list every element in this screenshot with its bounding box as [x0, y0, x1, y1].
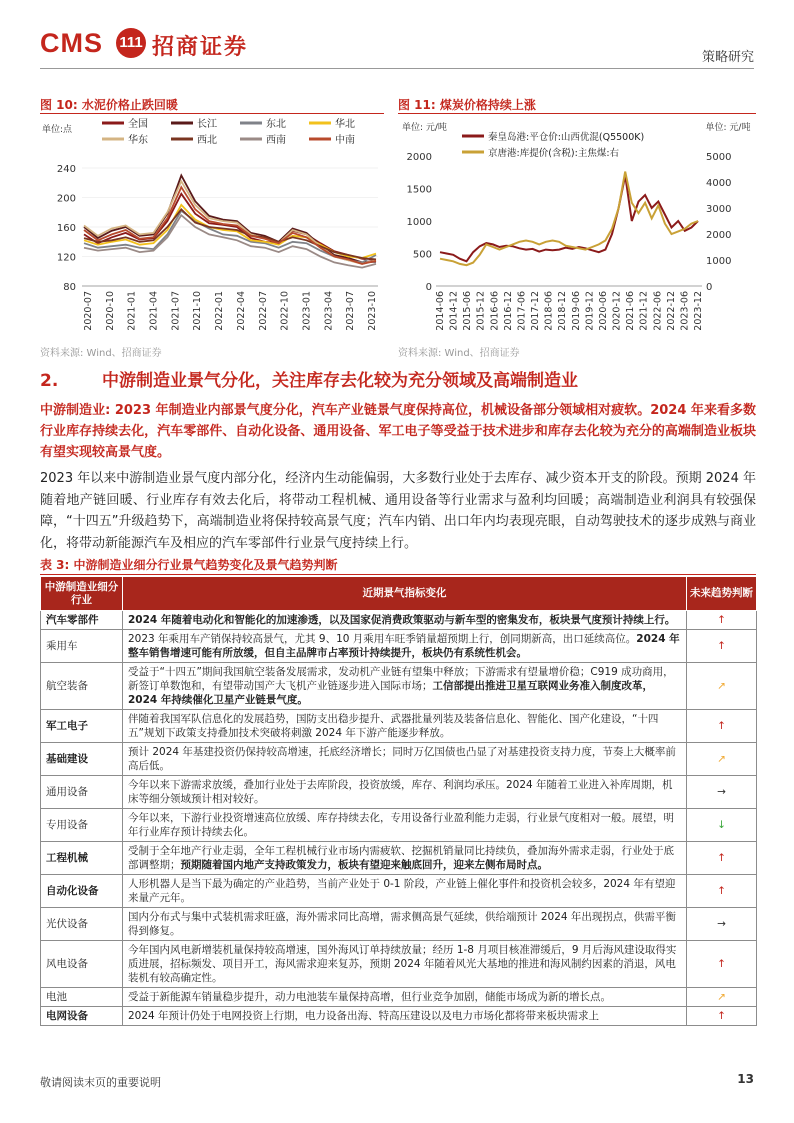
fig10-legend-label: 华东 — [128, 135, 148, 146]
indicator-change-cell — [123, 743, 687, 776]
indicator-change-cell — [123, 842, 687, 875]
fig10-y-tick: 160 — [56, 223, 76, 234]
indicator-text: 今年以来，下游行业投资增速高位放缓、库存持续去化，专用设备行业盈利能力走弱，行业景气度相对一般。展望，明年行业库存预计持续去化。 — [128, 812, 674, 838]
document-type: 策略研究 — [701, 50, 754, 65]
industry-name: 汽车零部件 — [41, 611, 123, 630]
logo-chinese-name: 招商证券 — [152, 35, 249, 60]
trend-arrow-icon: ↑ — [687, 630, 757, 663]
industry-name: 军工电子 — [41, 710, 123, 743]
fig10-legend-label: 长江 — [197, 119, 217, 130]
indicator-change-cell — [123, 809, 687, 842]
fig10-legend-label: 东北 — [266, 119, 286, 130]
fig11-right-y-tick: 1000 — [706, 256, 732, 267]
fig11-x-tick: 2021-12 — [638, 291, 650, 331]
table-header-row — [41, 577, 757, 611]
indicator-text: 伴随着我国军队信息化的发展趋势，国防支出稳步提升、武器批量列装及装备信息化、智能化、国产化建设，“十四五”规划下政策支持叠加技术突破将刺激 2024 年下游产能逐步释放。 — [128, 713, 659, 739]
industry-name: 专用设备 — [41, 809, 123, 842]
table-header-trend: 未来趋势判断 — [687, 577, 757, 611]
table-row — [41, 875, 757, 908]
fig10-x-tick: 2020-07 — [83, 291, 94, 331]
fig11-x-tick: 2019-12 — [584, 291, 596, 331]
trend-arrow-icon: → — [687, 776, 757, 809]
industry-name: 工程机械 — [41, 842, 123, 875]
fig10-legend-label: 全国 — [128, 119, 148, 130]
page-number: 13 — [737, 1072, 754, 1086]
fig11-series-line — [440, 176, 698, 262]
fig11-right-y-tick: 2000 — [706, 230, 732, 241]
fig11-x-tick: 2017-12 — [530, 291, 542, 331]
industry-name: 通用设备 — [41, 776, 123, 809]
section-heading — [40, 366, 578, 391]
indicator-text: 预计 2024 年基建投资仍保持较高增速，托底经济增长；同时万亿国债也凸显了对基建投资支持力度，节奏上大概率前高后低。 — [128, 746, 676, 772]
fig10-y-tick: 200 — [56, 193, 76, 205]
fig11-right-y-tick: 3000 — [706, 204, 732, 215]
fig11-right-unit: 单位: 元/吨 — [705, 123, 751, 133]
body-paragraph: 2023 年以来中游制造业景气度内部分化，经济内生动能偏弱，大多数行业处于去库存、减少资本开支的阶段。预期 2024 年随着地产链回暖、行业库存有效去化后，将带动工程机械、通用设备等行业需求与盈利均回暖；高端制造业利润具有较强保障，“十四五”升级趋势下，高端制造业将保持较高景气度；汽车内销、出口年内均表现亮眼，自动驾驶技术的逐步成熟与商业化，将带动新能源汽车及相应的汽车零部件行业景气度持续上行。 — [40, 471, 756, 551]
fig10-x-tick: 2021-07 — [170, 291, 182, 331]
fig11-left-y-tick: 500 — [412, 249, 432, 261]
fig11-coal-price-chart — [398, 114, 756, 344]
table-header-industry: 中游制造业细分行业 — [41, 577, 123, 611]
indicator-text: 人形机器人是当下最为确定的产业趋势，当前产业处于 0-1 阶段，产业链上催化事件和投资机会较多，2024 年有望迎来量产元年。 — [128, 878, 676, 904]
fig10-y-tick: 240 — [56, 164, 76, 175]
table-row — [41, 663, 757, 710]
fig10-x-tick: 2020-10 — [104, 291, 116, 331]
table-row — [41, 988, 757, 1007]
indicator-text: 受益于“十四五”期间我国航空装备发展需求，发动机产业链有望集中释放；下游需求有望量增价稳；C919 成功商用，新签订单数饱和，有望带动国产大飞机产业链逐步进入国际市场； — [128, 666, 674, 692]
indicator-highlight: 工信部提出推进卫星互联网业务准入制度改革，2024 年持续催化卫星产业链景气度。 — [128, 680, 653, 706]
indicator-highlight: 2024 年随着电动化和智能化的加速渗透，以及国家促消费政策驱动与新车型的密集发布，板块景气度预计持续上行。 — [128, 614, 676, 626]
fig11-legend-label: 京唐港:库提价(含税):主焦煤:右 — [488, 148, 620, 159]
industry-name: 电网设备 — [41, 1007, 123, 1026]
trend-arrow-icon: ↗ — [687, 743, 757, 776]
fig10-x-tick: 2022-07 — [257, 291, 269, 331]
fig10-x-tick: 2023-04 — [323, 291, 335, 331]
fig11-x-tick: 2020-12 — [611, 291, 623, 331]
logo-cms-text: CMS — [40, 28, 103, 58]
fig10-x-tick: 2022-01 — [214, 291, 226, 331]
fig10-x-tick: 2022-04 — [235, 291, 247, 331]
fig11-x-tick: 2021-06 — [625, 291, 637, 331]
indicator-change-cell — [123, 630, 687, 663]
trend-arrow-icon: ↑ — [687, 1007, 757, 1026]
indicator-change-cell — [123, 710, 687, 743]
fig10-x-tick: 2021-10 — [192, 291, 204, 331]
trend-arrow-icon: ↓ — [687, 809, 757, 842]
table-row — [41, 1007, 757, 1026]
fig11-x-tick: 2020-06 — [597, 291, 609, 331]
fig10-x-tick: 2021-04 — [148, 291, 160, 331]
indicator-text: 2024 年预计仍处于电网投资上行期，电力设备出海、特高压建设以及电力市场化都将带来板块需求上 — [128, 1010, 600, 1022]
fig11-x-tick: 2022-06 — [652, 291, 664, 331]
fig11-series-line — [440, 172, 698, 266]
fig11-x-tick: 2015-12 — [475, 291, 487, 331]
indicator-change-cell — [123, 941, 687, 988]
fig11-x-tick: 2018-12 — [557, 291, 569, 331]
fig11-x-tick: 2015-06 — [462, 291, 474, 331]
indicator-text: 今年国内风电新增装机量保持较高增速，国外海风订单持续放量；经历 1-8 月项目核准滞缓后，9 月后海风建设取得实质进展，招标频发、项目开工，海风需求迎来复苏，预期 2024 年随着风光大基地的推进和海风制约因素的消退，风电装机有较高确定性。 — [128, 944, 677, 984]
table-row — [41, 809, 757, 842]
fig11-x-tick: 2016-12 — [502, 291, 514, 331]
fig11-x-tick: 2019-06 — [570, 291, 582, 331]
industry-trend-table — [40, 576, 757, 1026]
fig10-legend-label: 西北 — [197, 135, 217, 146]
fig10-cement-price-chart — [40, 114, 384, 344]
fig11-legend-label: 秦皇岛港:平仓价:山西优混(Q5500K) — [488, 132, 645, 143]
indicator-change-cell — [123, 776, 687, 809]
industry-name: 电池 — [41, 988, 123, 1007]
fig11-x-tick: 2023-12 — [693, 291, 704, 331]
table-row — [41, 776, 757, 809]
indicator-text: 2023 年乘用车产销保持较高景气，尤其 9、10 月乘用车旺季销量超预期上行，创同期新高，出口延续高位。 — [128, 633, 637, 645]
indicator-change-cell — [123, 908, 687, 941]
trend-arrow-icon: ↗ — [687, 663, 757, 710]
fig10-legend-label: 中南 — [335, 135, 355, 146]
fig10-series-line — [84, 187, 376, 264]
trend-arrow-icon: ↗ — [687, 988, 757, 1007]
fig10-series-line — [84, 215, 376, 267]
fig10-x-tick: 2022-10 — [279, 291, 291, 331]
fig10-legend-label: 华北 — [335, 119, 355, 130]
fig11-left-unit: 单位: 元/吨 — [402, 123, 447, 133]
table-row — [41, 630, 757, 663]
industry-name: 风电设备 — [41, 941, 123, 988]
indicator-change-cell — [123, 875, 687, 908]
table-row — [41, 941, 757, 988]
fig11-x-tick: 2014-06 — [435, 291, 446, 331]
table-row — [41, 908, 757, 941]
section-title-text: 中游制造业景气分化，关注库存去化较为充分领域及高端制造业 — [102, 371, 578, 391]
industry-name: 基础建设 — [41, 743, 123, 776]
fig10-x-tick: 2023-01 — [301, 291, 313, 331]
fig11-x-tick: 2014-12 — [448, 291, 460, 331]
fig11-x-tick: 2022-12 — [665, 291, 677, 331]
fig11-left-y-tick: 2000 — [406, 152, 432, 163]
fig10-legend-label: 西南 — [266, 135, 286, 146]
fig11-source: 资料来源: Wind、招商证券 — [398, 348, 520, 359]
indicator-highlight: 2024 年整车销售增速可能有所放缓，但自主品牌市占率预计持续提升，板块仍有系统性机会。 — [128, 633, 680, 659]
fig11-x-tick: 2018-06 — [543, 291, 555, 331]
fig10-title: 图 10: 水泥价格止跌回暖 — [40, 98, 178, 112]
indicator-change-cell — [123, 663, 687, 710]
header-divider — [40, 68, 754, 69]
fig11-right-y-tick: 4000 — [706, 178, 732, 189]
indicator-text: 受制于全年地产行业走弱，全年工程机械行业市场内需疲软、挖掘机销量同比持续负，叠加海外需求走弱，行业处于底部调整期； — [128, 845, 674, 871]
indicator-text: 今年以来下游需求放缓，叠加行业处于去库阶段，投资放缓，库存、利润均承压。2024 年随着工业进入补库周期，机床等细分领域预计相对较好。 — [128, 779, 673, 805]
fig11-title: 图 11: 煤炭价格持续上涨 — [398, 98, 536, 112]
fig11-x-tick: 2017-06 — [516, 291, 528, 331]
table-header-indicator: 近期景气指标变化 — [123, 577, 687, 611]
fig11-left-y-tick: 1000 — [406, 217, 432, 228]
indicator-change-cell — [123, 1007, 687, 1026]
fig10-unit-label: 单位:点 — [42, 125, 73, 135]
indicator-change-cell — [123, 988, 687, 1007]
fig11-left-y-tick: 1500 — [406, 184, 432, 196]
industry-name: 光伏设备 — [41, 908, 123, 941]
fig11-right-y-tick: 5000 — [706, 152, 732, 163]
logo-mark-icon: 111 — [116, 28, 146, 58]
table-row — [41, 611, 757, 630]
trend-arrow-icon: ↑ — [687, 842, 757, 875]
trend-arrow-icon: ↑ — [687, 941, 757, 988]
fig10-x-tick: 2023-07 — [345, 291, 357, 331]
fig10-x-tick: 2023-10 — [367, 291, 378, 331]
fig11-x-tick: 2023-06 — [679, 291, 691, 331]
fig11-left-y-tick: 0 — [425, 282, 432, 293]
indicator-text: 受益于新能源车销量稳步提升，动力电池装车量保持高增，但行业竞争加剧，储能市场成为新的增长点。 — [128, 991, 611, 1003]
footer-disclaimer: 敬请阅读末页的重要说明 — [40, 1076, 161, 1089]
fig11-x-tick: 2016-06 — [489, 291, 501, 331]
trend-arrow-icon: → — [687, 908, 757, 941]
fig11-right-y-tick: 0 — [706, 282, 713, 293]
trend-arrow-icon: ↑ — [687, 611, 757, 630]
industry-name: 乘用车 — [41, 630, 123, 663]
table-title: 表 3: 中游制造业细分行业景气趋势变化及景气趋势判断 — [40, 558, 338, 572]
trend-arrow-icon: ↑ — [687, 875, 757, 908]
fig10-y-tick: 80 — [63, 282, 76, 293]
industry-name: 航空装备 — [41, 663, 123, 710]
indicator-text: 国内分布式与集中式装机需求旺盛，海外需求同比高增，需求侧高景气延续，供给端预计 2024 年出现拐点，供需平衡得到修复。 — [128, 911, 676, 937]
fig10-x-tick: 2021-01 — [126, 291, 138, 331]
table-row — [41, 842, 757, 875]
page-header — [0, 0, 794, 70]
indicator-change-cell — [123, 611, 687, 630]
table-row — [41, 710, 757, 743]
lead-paragraph: 中游制造业: 2023 年制造业内部景气度分化，汽车产业链景气度保持高位，机械设备部分领域相对疲软。2024 年来看多数行业库存持续去化，汽车零部件、自动化设备、通用设备、军工电子等受益于技术进步和库存去化较为充分的高端制造业板块有望实现较高景气度。 — [40, 403, 756, 460]
table-title-rule — [40, 574, 756, 575]
fig10-source: 资料来源: Wind、招商证券 — [40, 348, 162, 359]
indicator-highlight: 预期随着国内地产支持政策发力，板块有望迎来触底回升，迎来左侧布局时点。 — [180, 859, 548, 871]
fig10-y-tick: 120 — [56, 252, 76, 264]
trend-arrow-icon: ↑ — [687, 710, 757, 743]
table-row — [41, 743, 757, 776]
industry-name: 自动化设备 — [41, 875, 123, 908]
section-number: 2. — [40, 371, 59, 391]
